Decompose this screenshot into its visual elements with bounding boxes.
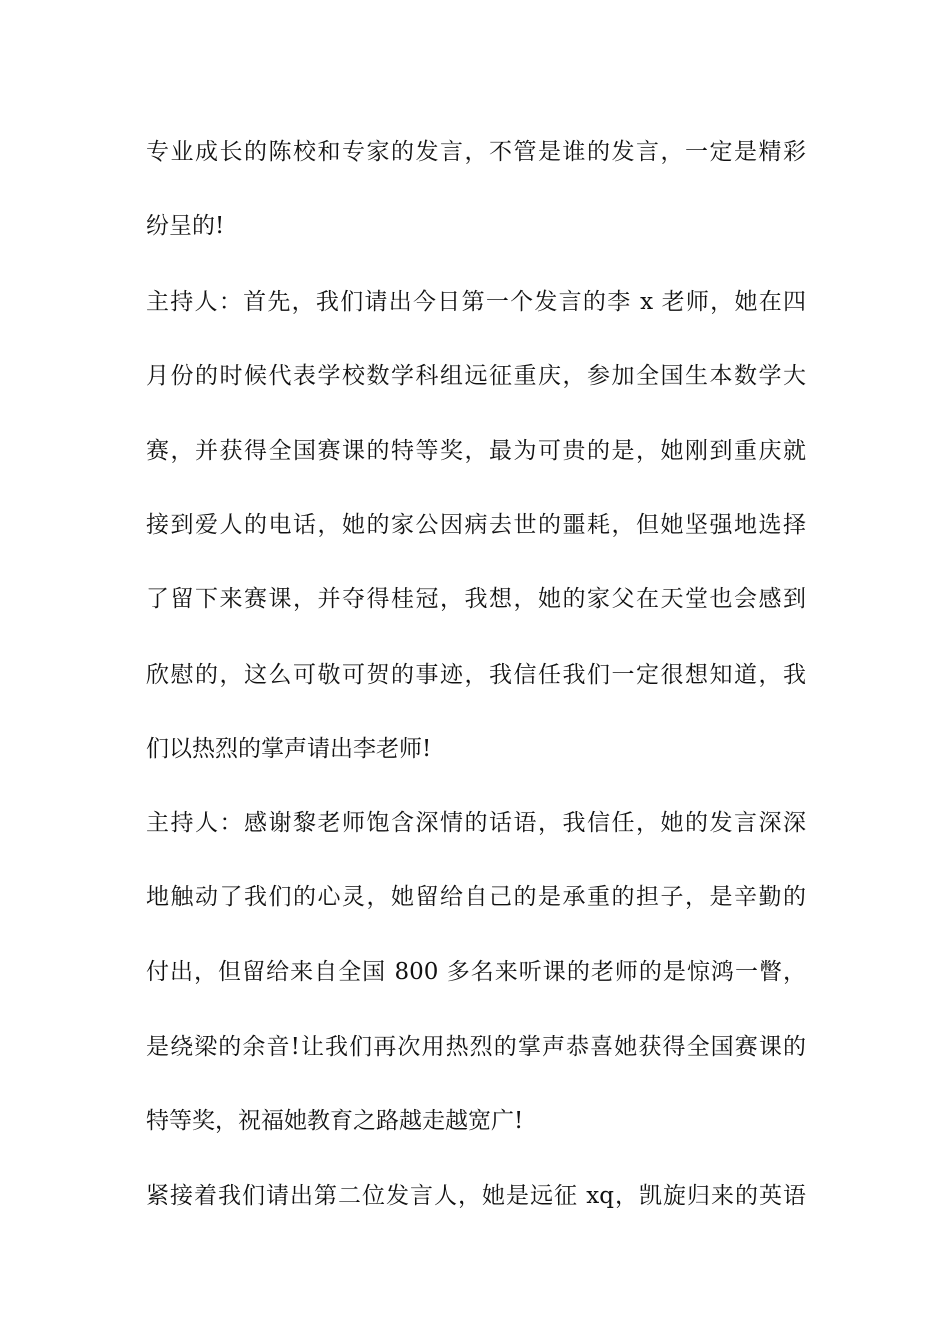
text-line: 欣慰的，这么可敬可贺的事迹，我信任我们一定很想知道，我 xyxy=(146,662,806,688)
text-line: 主持人：首先，我们请出今日第一个发言的李 x 老师，她在四 xyxy=(146,289,806,315)
text-line: 特等奖，祝福她教育之路越走越宽广! xyxy=(146,1108,524,1134)
text-line: 主持人：感谢黎老师饱含深情的话语，我信任，她的发言深深 xyxy=(146,810,806,836)
text-line: 们以热烈的掌声请出李老师! xyxy=(146,736,432,762)
text-line: 赛，并获得全国赛课的特等奖，最为可贵的是，她刚到重庆就 xyxy=(146,438,806,464)
text-line: 付出，但留给来自全国 800 多名来听课的老师的是惊鸿一瞥， xyxy=(146,959,806,985)
text-line: 是绕梁的余音!让我们再次用热烈的掌声恭喜她获得全国赛课的 xyxy=(146,1034,806,1060)
text-line: 专业成长的陈校和专家的发言，不管是谁的发言，一定是精彩 xyxy=(146,139,806,165)
text-line: 地触动了我们的心灵，她留给自己的是承重的担子，是辛勤的 xyxy=(146,884,806,910)
text-line: 纷呈的! xyxy=(146,213,225,239)
text-line: 接到爱人的电话，她的家公因病去世的噩耗，但她坚强地选择 xyxy=(146,512,806,538)
text-line: 了留下来赛课，并夺得桂冠，我想，她的家父在天堂也会感到 xyxy=(146,586,806,612)
text-line: 月份的时候代表学校数学科组远征重庆，参加全国生本数学大 xyxy=(146,363,806,389)
text-line: 紧接着我们请出第二位发言人，她是远征 xq，凯旋归来的英语 xyxy=(146,1183,806,1209)
